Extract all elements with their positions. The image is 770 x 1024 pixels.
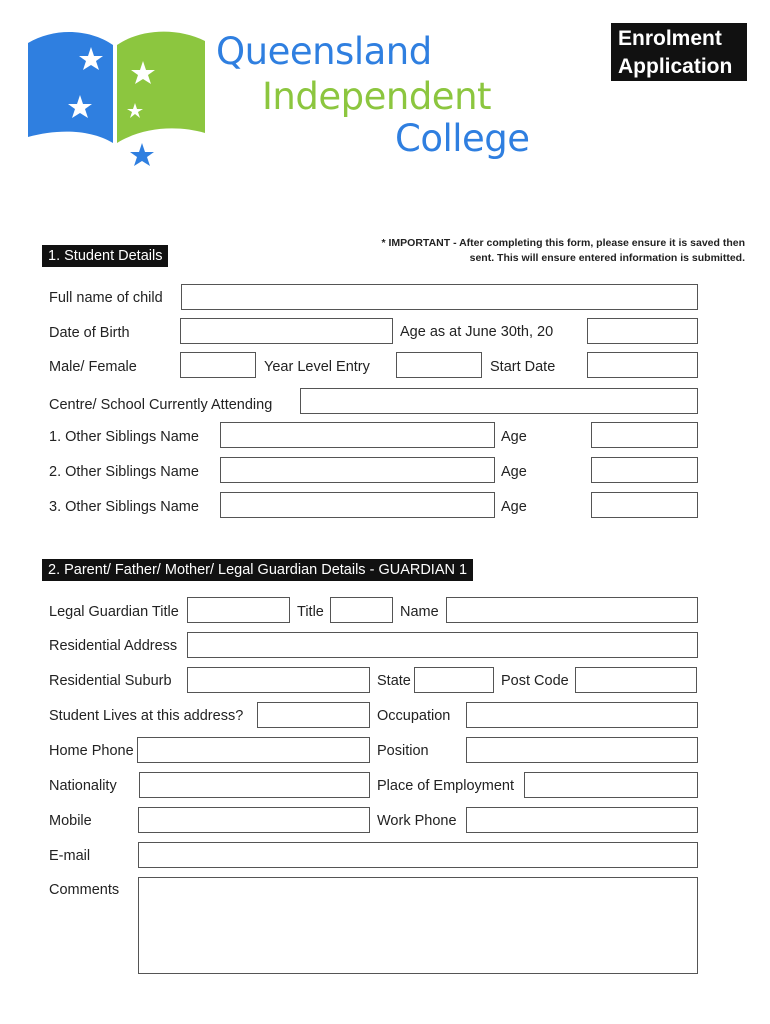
dob-label: Date of Birth	[49, 325, 130, 341]
email-label: E-mail	[49, 848, 91, 864]
name-field[interactable]	[446, 597, 698, 623]
form-title-line2: Application	[618, 55, 733, 78]
sibling2-label: 2. Other Siblings Name	[49, 464, 199, 480]
guardian-title-field[interactable]	[187, 597, 290, 623]
comments-label: Comments	[49, 882, 120, 898]
lives-here-label: Student Lives at this address?	[49, 708, 244, 724]
book-stars-icon	[25, 25, 210, 175]
post-code-label: Post Code	[501, 673, 569, 689]
form-title	[611, 23, 747, 81]
sibling1-age-label: Age	[501, 429, 527, 445]
sibling2-age-field[interactable]	[591, 457, 698, 483]
gender-field[interactable]	[180, 352, 256, 378]
full-name-field[interactable]	[181, 284, 698, 310]
nationality-field[interactable]	[139, 772, 370, 798]
gender-label: Male/ Female	[49, 359, 137, 375]
sibling3-field[interactable]	[220, 492, 495, 518]
place-employment-label: Place of Employment	[377, 778, 515, 794]
res-suburb-label: Residential Suburb	[49, 673, 172, 689]
occupation-label: Occupation	[377, 708, 451, 724]
mobile-label: Mobile	[49, 813, 92, 829]
start-date-label: Start Date	[490, 359, 556, 375]
section1-heading: 1. Student Details	[42, 245, 168, 267]
important-note: * IMPORTANT - After completing this form, please ensure it is saved then sent. This will ensure entered information is submitted.	[381, 237, 745, 264]
logo-text-queensland: Queensland	[216, 30, 432, 73]
current-school-label: Centre/ School Currently Attending	[49, 397, 273, 413]
comments-field[interactable]	[138, 877, 698, 974]
sibling1-age-field[interactable]	[591, 422, 698, 448]
logo-text-independent: Independent	[262, 75, 492, 118]
age-june-field[interactable]	[587, 318, 698, 344]
sibling2-age-label: Age	[501, 464, 527, 480]
year-level-label: Year Level Entry	[264, 359, 370, 375]
college-logo	[25, 25, 210, 175]
sibling3-age-label: Age	[501, 499, 527, 515]
title-label: Title	[297, 604, 324, 620]
dob-field[interactable]	[180, 318, 393, 344]
form-title-line1: Enrolment	[618, 27, 722, 50]
res-suburb-field[interactable]	[187, 667, 370, 693]
res-address-label: Residential Address	[49, 638, 178, 654]
nationality-label: Nationality	[49, 778, 117, 794]
section2-heading: 2. Parent/ Father/ Mother/ Legal Guardian Details - GUARDIAN 1	[42, 559, 473, 581]
home-phone-label: Home Phone	[49, 743, 134, 759]
occupation-field[interactable]	[466, 702, 698, 728]
state-field[interactable]	[414, 667, 494, 693]
start-date-field[interactable]	[587, 352, 698, 378]
position-field[interactable]	[466, 737, 698, 763]
name-label: Name	[400, 604, 439, 620]
sibling1-field[interactable]	[220, 422, 495, 448]
email-field[interactable]	[138, 842, 698, 868]
logo-text-college: College	[395, 117, 530, 160]
sibling3-label: 3. Other Siblings Name	[49, 499, 199, 515]
sibling1-label: 1. Other Siblings Name	[49, 429, 199, 445]
full-name-label: Full name of child	[49, 290, 163, 306]
age-june-label: Age as at June 30th, 20	[400, 324, 554, 340]
work-phone-field[interactable]	[466, 807, 698, 833]
work-phone-label: Work Phone	[377, 813, 457, 829]
lives-here-field[interactable]	[257, 702, 370, 728]
year-level-field[interactable]	[396, 352, 482, 378]
res-address-field[interactable]	[187, 632, 698, 658]
title-field[interactable]	[330, 597, 393, 623]
home-phone-field[interactable]	[137, 737, 370, 763]
current-school-field[interactable]	[300, 388, 698, 414]
place-employment-field[interactable]	[524, 772, 698, 798]
post-code-field[interactable]	[575, 667, 697, 693]
mobile-field[interactable]	[138, 807, 370, 833]
sibling3-age-field[interactable]	[591, 492, 698, 518]
guardian-title-label: Legal Guardian Title	[49, 604, 179, 620]
state-label: State	[377, 673, 411, 689]
position-label: Position	[377, 743, 429, 759]
sibling2-field[interactable]	[220, 457, 495, 483]
